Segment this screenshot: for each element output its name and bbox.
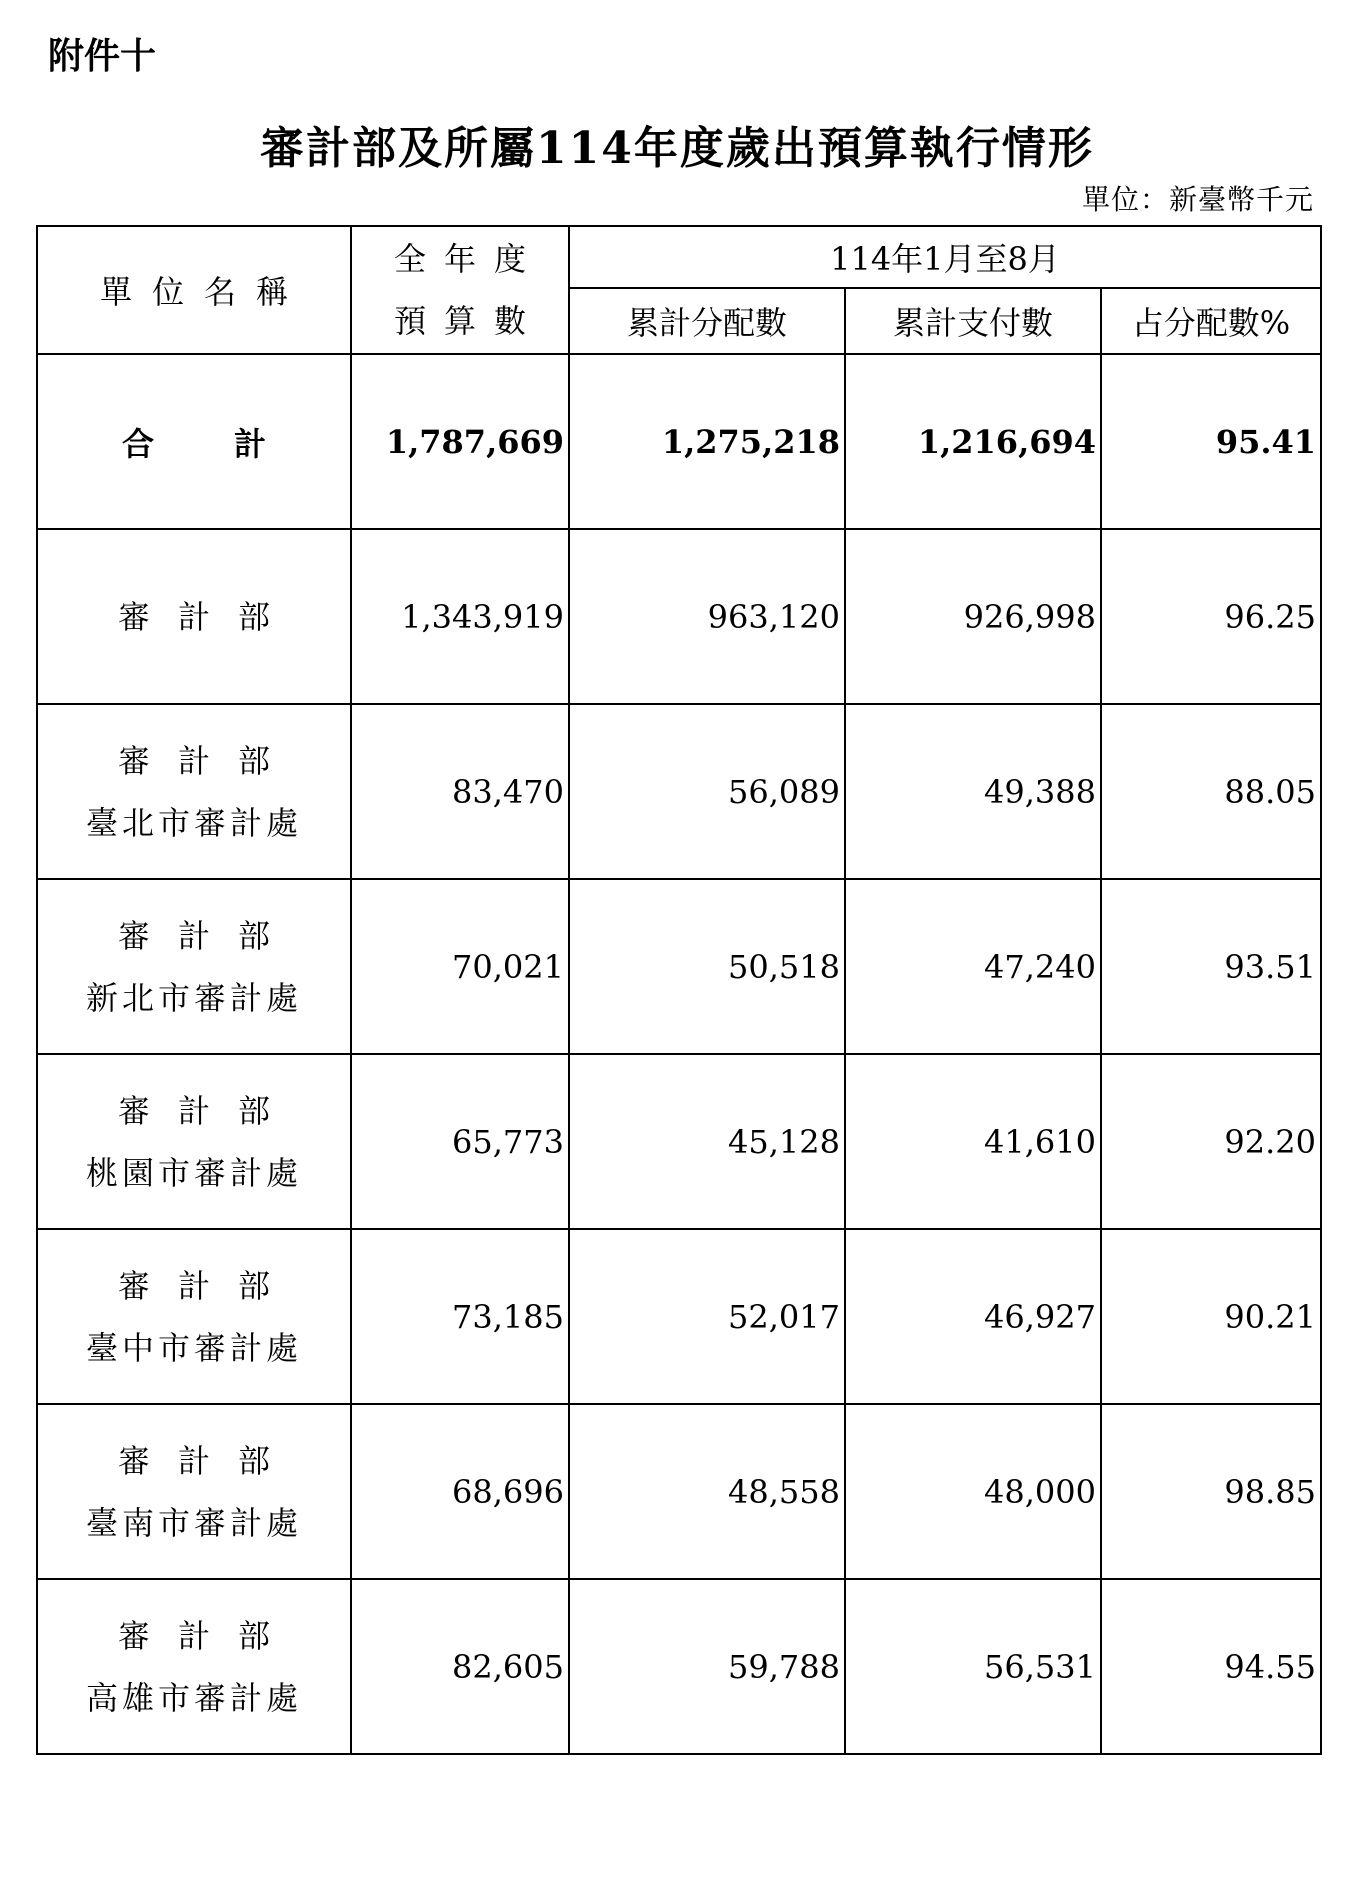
cum-allocated-cell: 963,120 [569, 529, 845, 704]
header-row-1 [37, 226, 1321, 288]
total-label-cell [37, 354, 351, 529]
unit-name-line1: 審計部 [117, 1441, 298, 1480]
unit-name-line2: 臺北市審計處 [85, 803, 302, 842]
annual-budget-cell: 70,021 [351, 879, 569, 1054]
unit-name-line1: 審計部 [117, 1266, 298, 1305]
header-pct-of-allocated: 占分配數% [1101, 288, 1321, 354]
total-cum-allocated: 1,275,218 [569, 354, 845, 529]
table-row [37, 704, 1321, 879]
cum-paid-cell: 48,000 [845, 1404, 1101, 1579]
pct-cell: 96.25 [1101, 529, 1321, 704]
table-row [37, 1229, 1321, 1404]
unit-name-cell [37, 1054, 351, 1229]
annual-budget-cell: 73,185 [351, 1229, 569, 1404]
pct-cell: 92.20 [1101, 1054, 1321, 1229]
cum-allocated-cell: 52,017 [569, 1229, 845, 1404]
total-cum-paid: 1,216,694 [845, 354, 1101, 529]
header-cum-paid: 累計支付數 [845, 288, 1101, 354]
header-annual-budget-line2: 預算數 [393, 302, 544, 340]
header-period: 114年1月至8月 [569, 226, 1321, 288]
unit-name-cell [37, 1404, 351, 1579]
cum-paid-cell: 49,388 [845, 704, 1101, 879]
table-row [37, 1054, 1321, 1229]
unit-name-line2: 臺中市審計處 [85, 1328, 302, 1367]
cum-paid-cell: 46,927 [845, 1229, 1101, 1404]
cum-allocated-cell: 56,089 [569, 704, 845, 879]
pct-cell: 98.85 [1101, 1404, 1321, 1579]
header-unit-name: 單位名稱 [37, 226, 351, 354]
pct-cell: 94.55 [1101, 1579, 1321, 1754]
unit-name-line2: 高雄市審計處 [85, 1678, 302, 1717]
total-label: 合計 [121, 424, 346, 463]
attachment-label: 附件十 [48, 36, 157, 77]
table-row [37, 1404, 1321, 1579]
page-title: 審計部及所屬114年度歲出預算執行情形 [260, 123, 1094, 174]
header-annual-budget [351, 226, 569, 354]
unit-name-line1: 審計部 [117, 741, 298, 780]
annual-budget-cell: 65,773 [351, 1054, 569, 1229]
total-row [37, 354, 1321, 529]
table-row [37, 879, 1321, 1054]
annual-budget-cell: 82,605 [351, 1579, 569, 1754]
annual-budget-cell: 1,343,919 [351, 529, 569, 704]
pct-cell: 93.51 [1101, 879, 1321, 1054]
cum-paid-cell: 47,240 [845, 879, 1101, 1054]
unit-name-line2: 臺南市審計處 [85, 1503, 302, 1542]
cum-paid-cell: 56,531 [845, 1579, 1101, 1754]
annual-budget-cell: 83,470 [351, 704, 569, 879]
cum-allocated-cell: 50,518 [569, 879, 845, 1054]
header-annual-budget-line1: 全年度 [393, 240, 544, 278]
unit-name-cell [37, 1229, 351, 1404]
total-pct: 95.41 [1101, 354, 1321, 529]
cum-allocated-cell: 48,558 [569, 1404, 845, 1579]
unit-name-cell [37, 704, 351, 879]
unit-name-line2: 桃園市審計處 [85, 1153, 302, 1192]
unit-name-cell [37, 529, 351, 704]
annual-budget-cell: 68,696 [351, 1404, 569, 1579]
unit-name-line1: 審計部 [117, 1091, 298, 1130]
unit-note: 單位：新臺幣千元 [1081, 183, 1314, 216]
unit-name-cell [37, 1579, 351, 1754]
header-cum-allocated: 累計分配數 [569, 288, 845, 354]
unit-name-line1: 審計部 [117, 597, 298, 636]
budget-table [36, 225, 1322, 1755]
cum-allocated-cell: 59,788 [569, 1579, 845, 1754]
cum-paid-cell: 926,998 [845, 529, 1101, 704]
unit-name-cell [37, 879, 351, 1054]
pct-cell: 88.05 [1101, 704, 1321, 879]
unit-name-line1: 審計部 [117, 916, 298, 955]
cum-allocated-cell: 45,128 [569, 1054, 845, 1229]
total-annual-budget: 1,787,669 [351, 354, 569, 529]
table-row [37, 1579, 1321, 1754]
cum-paid-cell: 41,610 [845, 1054, 1101, 1229]
table-row [37, 529, 1321, 704]
pct-cell: 90.21 [1101, 1229, 1321, 1404]
unit-name-line2: 新北市審計處 [85, 978, 302, 1017]
unit-name-line1: 審計部 [117, 1616, 298, 1655]
